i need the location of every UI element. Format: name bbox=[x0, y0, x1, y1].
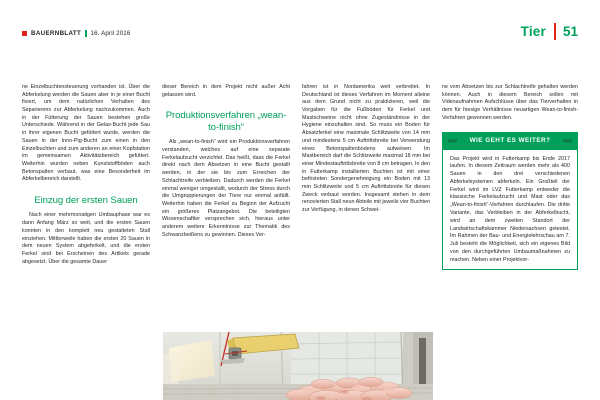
red-square-icon bbox=[22, 31, 27, 36]
info-box-paragraph: Das Projekt wird in Futterkamp bis Ende 2017 laufen. In diesem Zeitraum werden mehr als 400 Sauen in den drei verschiedenen Abferkelsystemen abferkeln. Ein Großteil der Ferkel wird im LVZ Futterkamp entweder die klassische Ferkelaufzucht und Mast oder das „Wean-to-finish“-Verfahren durchlaufen. Die dritte Variante, das Verbleiben in der Abferkelbucht, wird an dem zweiten Standort der Landwirtschaftskammer Niedersachsen getestet. Im Rahmen der Bau- und Energielehrschau am 7. Juli besteht die Möglichkeit, sich ein eigenes Bild von den durchgeführten Umbaumaßnahmen zu machen. Neben einer Projektvor- bbox=[450, 155, 570, 263]
section-title: Tier bbox=[520, 24, 546, 39]
publication-name: BAUERNBLATT bbox=[31, 30, 82, 37]
info-box-wie-geht-es-weiter bbox=[442, 132, 578, 269]
column-2-paragraph-2: Als „wean-to-finish“ wird ein Produktionsverfahren verstanden, welches auf eine separate Ferkelaufzucht verzichtet. Das heißt, dass die Ferkel direkt nach dem Absetzen in eine Bucht gestallt werden, in der sie bis zum Erreichen der Schlachtreife verbleiben. Dadurch werden die Ferkel einmal weniger umgestallt, wodurch der Stress durch die Umgruppierungen der Tiere nur einmal anfällt. Weiterhin haben die Ferkel zu Beginn der Aufzucht ein größeres Platzangebot. Die beteiligten Wissenschaftler versprechen sich, hieraus unter anderem weitere Erkenntnisse zur Thematik des Schwanzbeißens zu gewinnen. Dieses Ver- bbox=[162, 139, 290, 238]
info-box-body bbox=[443, 150, 577, 269]
column-1-paragraph-1: ne Einzelbuchtensteuerung vorhanden ist. Über die Abferkelung werden die Sauen aber in je einer Bucht fixiert, um dem natürlichen Verhalten des Separierens zur Abferkelung nachzukommen. Auch in der Fütterung der Sauen bestehen große Unterschiede. Während in der Gelas-Bucht jede Sau in ihrer eigenen Bucht gefüttert wurde, werden die Sauen in der Inno-Pig-Bucht zum einen in den Einzelbuchten und zum anderen an einer Kopfstation im gemeinsamen Aktivitätsbereich gefüttert. Weiterhin wurden neben Kunststoffböden auch Betonspalten verbaut, was eine Besonderheit im Abferkelbereich darstellt. bbox=[22, 84, 150, 183]
info-box-heading-label: WIE GEHT ES WEITER? bbox=[469, 137, 551, 145]
subheading-einzug-der-ersten-sauen: Einzug der ersten Sauen bbox=[34, 194, 138, 206]
column-4 bbox=[442, 84, 578, 270]
info-box-tick-right-icon bbox=[563, 139, 572, 142]
info-box-tick-left-icon bbox=[448, 139, 457, 142]
header-right-group bbox=[521, 23, 578, 40]
page-header bbox=[22, 24, 578, 46]
header-left-group bbox=[22, 30, 130, 37]
column-3-paragraph-1: fahren ist in Nordamerika weit verbreitet. In Deutschland ist dieses Verfahren im Moment alleine aus dem Grund nicht zu praktizieren, weil die Vorgaben für die Fußböden für Ferkel und Mastschweine nicht ohne Zugeständnisse in der Hygiene einzuhalten sind. So muss ein Boden für Absatzferkel eine maximale Schlitzweite von 14 mm und mindestens 5 cm Auftrittsbreite bei Verwendung eines Betonspaltenbodens aufweisen. Im Mastbereich darf die Schlitzweite maximal 18 mm bei einer Mindestauftrittsbreite von 8 cm betragen. In den in Futterkamp installierten Buchten ist mit einer befristeten Sondergenehmigung ein Boden mit 13 mm Schlitzweite und 5 cm Auftrittsbreite für diesen Zweck verbaut worden. Insgesamt stehen in dem renovierten Stall neun Abteile mit jeweils vier Buchten zur Verfügung, in denen Schwei- bbox=[302, 84, 430, 213]
column-1 bbox=[22, 84, 150, 266]
column-3 bbox=[302, 84, 430, 215]
photo-illustration bbox=[163, 332, 433, 400]
subheading-produktionsverfahren: Produktionsverfahren „wean-to-finish“ bbox=[165, 110, 287, 133]
info-box-heading bbox=[443, 132, 577, 149]
article-photo bbox=[163, 332, 433, 400]
issue-date: 16. April 2016 bbox=[90, 30, 131, 37]
column-2 bbox=[162, 84, 290, 239]
header-divider bbox=[85, 30, 86, 37]
column-4-paragraph-1: ne vom Absetzen bis zur Schlachtreife gehalten werden können. Auch in diesem Bereich sollen mit Videoaufnahmen Aufschlüsse über das Tierverhalten in dem für hiesige Verhältnisse neuartigen Wean-to-finish-Verfahren gewonnen werden. bbox=[442, 84, 578, 121]
header-red-rule bbox=[554, 23, 556, 40]
column-2-paragraph-1: dieser Bereich in dem Projekt nicht außer Acht gelassen wird. bbox=[162, 84, 290, 98]
page-number: 51 bbox=[562, 24, 578, 39]
column-1-paragraph-2: Nach einer mehrmonatigen Umbauphase war es dann Anfang März so weit, und die ersten Sauen konnten in den komplett neu gestalteten Stall einziehen. Mittlerweile haben die ersten 20 Sauen in dem neuen System abgeferkelt, und die ersten Ferkel sind bei Erscheinen des Artikels gerade abgesetzt. Über die gesamte Dauer bbox=[22, 212, 150, 265]
